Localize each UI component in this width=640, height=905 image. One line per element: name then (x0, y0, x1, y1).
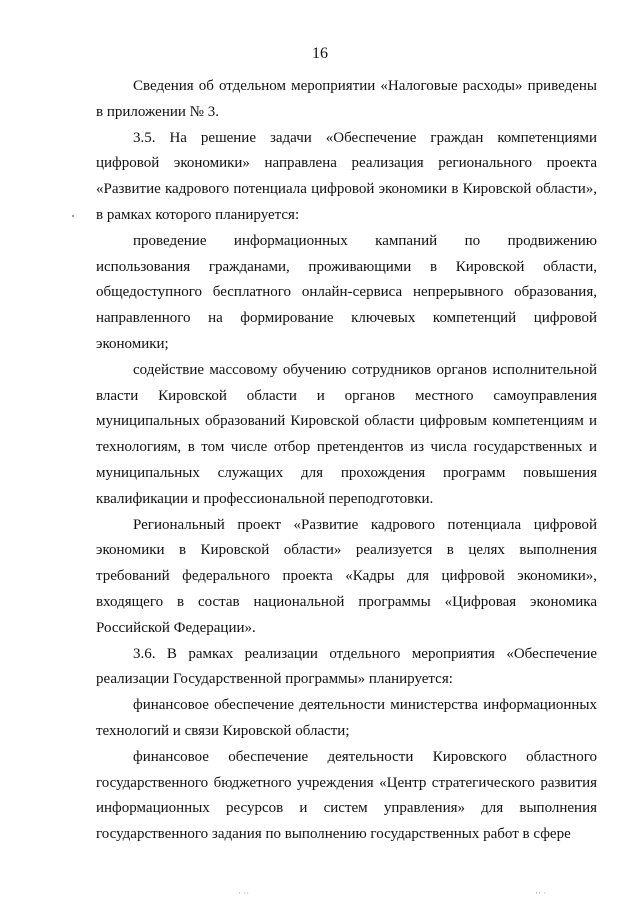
paragraph-info-campaigns: проведение информационных кампаний по продвижению использования гражданами, проживающими в Кировской области, общедоступного бесплатного онлайн-сервиса непрерывного образования, направленного на формирование ключевых компетенций цифровой экономики; (96, 232, 597, 352)
paragraph-ministry-funding: финансовое обеспечение деятельности министерства информационных технологий и связи Кировской области; (96, 697, 597, 739)
document-body (96, 74, 597, 848)
paragraph-3-6: 3.6. В рамках реализации отдельного мероприятия «Обеспечение реализации Государственной программы» планируется: (96, 645, 597, 688)
margin-dot (72, 215, 74, 217)
paragraph-mass-training: содействие массовому обучению сотрудников органов исполнительной власти Кировской области и органов местного самоуправления муниципальных образований Кировской области цифровым компетенциям и технологиям, в том числе отбор претендентов из числа государственных и муниципальных служащих для прохождения программ повышения квалификации и профессиональной переподготовки. (96, 361, 597, 507)
paragraph-center-funding: финансовое обеспечение деятельности Кировского областного государственного бюджетного учреждения «Центр стратегического развития информационных ресурсов и систем управления» для выполнения государственного задания по выполнению государственных работ в сфере (96, 748, 597, 843)
footer-mark-left: · ·· (238, 888, 250, 898)
paragraph-tax-expenses: Сведения об отдельном мероприятии «Налоговые расходы» приведены в приложении № 3. (96, 78, 597, 120)
page-number: 16 (312, 45, 328, 62)
paragraph-regional-project: Региональный проект «Развитие кадрового потенциала цифровой экономики в Кировской области» реализуется в целях выполнения требований федерального проекта «Кадры для цифровой экономики», входящего в состав национальной программы «Цифровая экономика Российской Федерации». (96, 516, 597, 636)
paragraph-3-5: 3.5. На решение задачи «Обеспечение граждан компетенциями цифровой экономики» направлена реализация регионального проекта «Развитие кадрового потенциала цифровой экономики в Кировской области», в рамках которого планируется: (96, 129, 597, 223)
footer-mark-right: ·· · (535, 888, 547, 898)
